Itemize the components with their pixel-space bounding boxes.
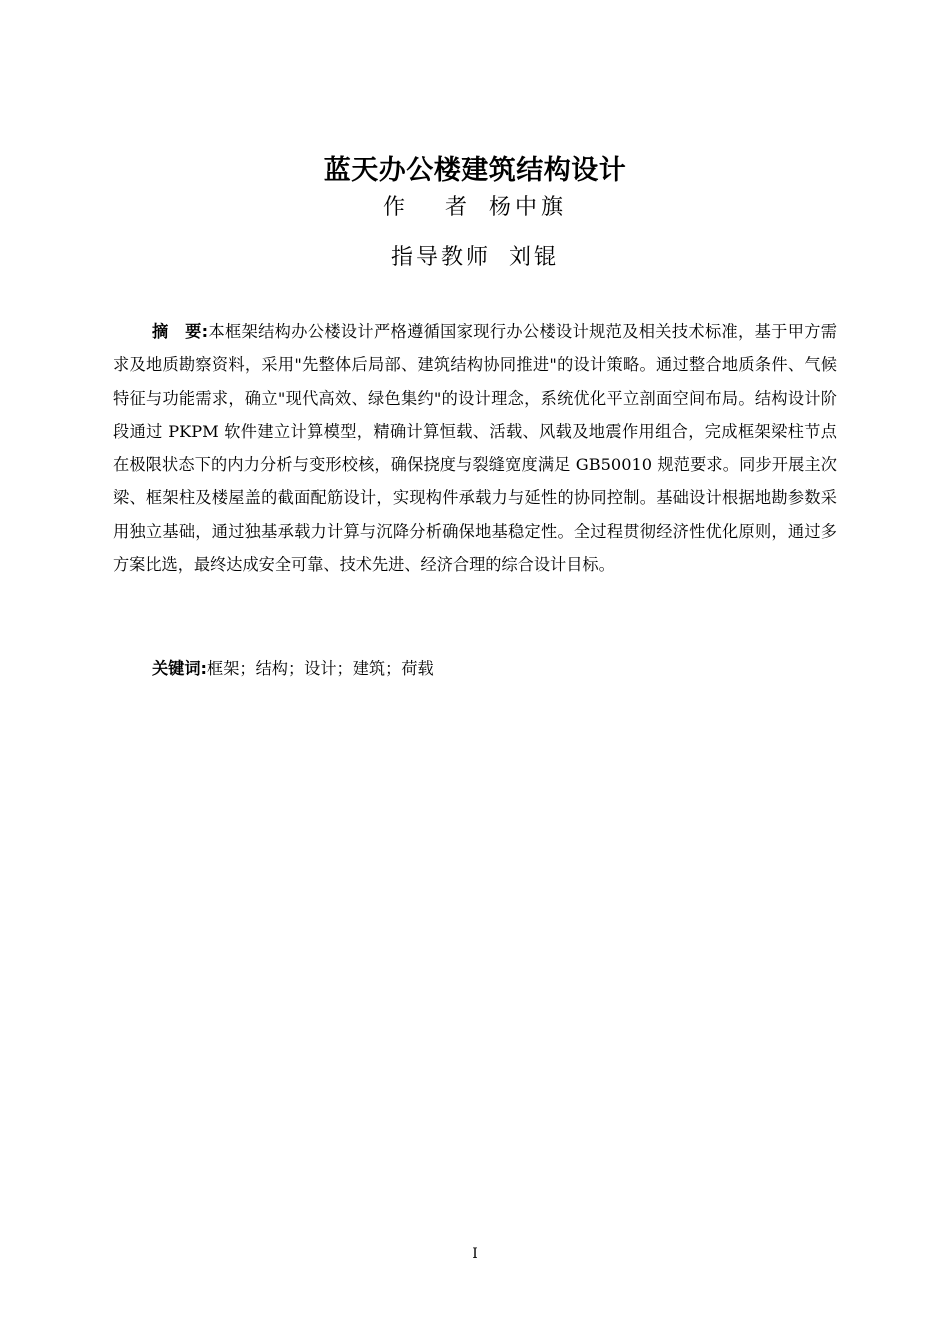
advisor-line	[0, 240, 950, 271]
abstract-label: 摘 要:	[152, 322, 209, 341]
author-name: 杨中旗	[489, 195, 568, 220]
author-label-first: 作	[382, 195, 409, 220]
author-label-second: 者	[444, 195, 471, 220]
keywords-label: 关键词:	[152, 659, 208, 678]
keywords-text: 框架；结构；设计；建筑；荷载	[207, 659, 434, 678]
author-line	[0, 190, 950, 221]
document-title: 蓝天办公楼建筑结构设计	[323, 155, 627, 186]
advisor-label: 指导教师	[390, 245, 491, 270]
page-number: I	[472, 1246, 478, 1262]
abstract-text: 本框架结构办公楼设计严格遵循国家现行办公楼设计规范及相关技术标准，基于甲方需求及地质勘察资料，采用"先整体后局部、建筑结构协同推进"的设计策略。通过整合地质条件、气候特征与功能需求，确立"现代高效、绿色集约"的设计理念，系统优化平立剖面空间布局。结构设计阶段通过 PKPM 软件建立计算模型，精确计算恒载、活载、风载及地震作用组合，完成框架梁柱节点在极限状态下的内力分析与变形校核，确保挠度与裂缝宽度满足 GB50010 规范要求。同步开展主次梁、框架柱及楼屋盖的截面配筋设计，实现构件承载力与延性的协同控制。基础设计根据地勘参数采用独立基础，通过独基承载力计算与沉降分析确保地基稳定性。全过程贯彻经济性优化原则，通过多方案比选，最终达成安全可靠、技术先进、经济合理的综合设计目标。	[113, 322, 837, 575]
keywords-line	[152, 652, 434, 685]
abstract-paragraph	[113, 315, 837, 581]
advisor-name: 刘锟	[509, 245, 560, 270]
